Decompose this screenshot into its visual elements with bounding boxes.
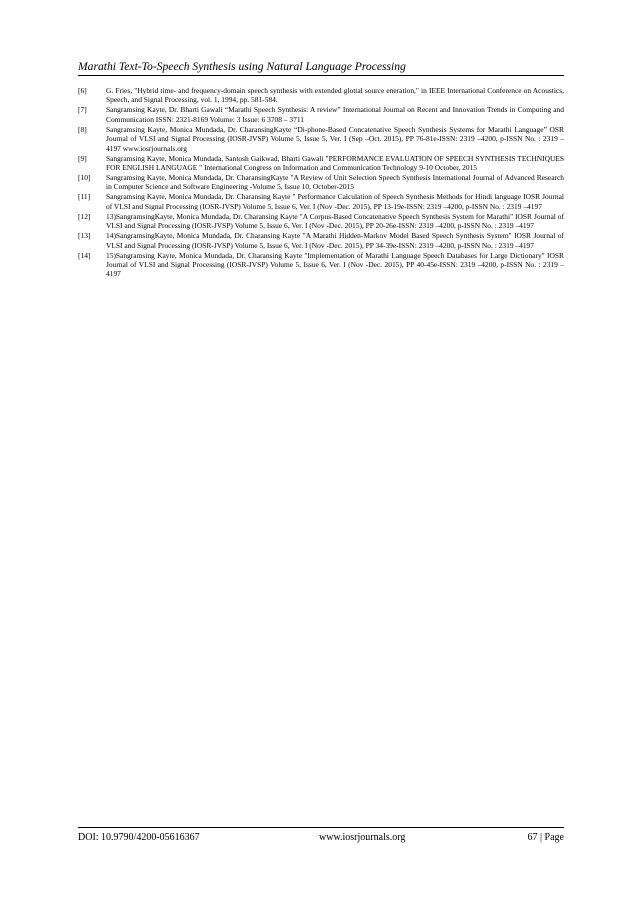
reference-text: Sangramsing Kayte, Monica Mundada, Santosh Gaikwad, Bharti Gawali "PERFORMANCE EVALUATION OF SPEECH SYNTHESIS TECHNIQUES FOR ENGLISH LANGUAGE " International Congress on Information and Communication Technology 9-10 October, 2015 <box>106 153 564 173</box>
reference-text: Sangramsing Kayte, Monica Mundada, Dr. Charansing Kayte " Performance Calculation of Speech Synthesis Methods for Hindi language IOSR Journal of VLSI and Signal Processing (IOSR-JVSP) Volume 5, Issue 6, Ver. I (Nov -Dec. 2015), PP 13-19e-ISSN: 2319 –4200, p-ISSN No. : 2319 –4197 <box>106 192 564 211</box>
reference-label: [11] <box>78 192 91 202</box>
reference-text: 14)SangramsingKayte, Monica Mundada, Dr. Charansing Kayte "A Marathi Hidden-Markov Model Based Speech Synthesis System" IOSR Journal of VLSI and Signal Processing (IOSR-JVSP) Volume 5, Issue 6, Ver. I (Nov -Dec. 2015), PP 34-39e-ISSN: 2319 –4200, p-ISSN No. : 2319 –4197 <box>106 231 564 250</box>
reference-text: 13)SangramsingKayte, Monica Mundada, Dr. Charansing Kayte "A Corpus-Based Concatenative Speech Synthesis System for Marathi" IOSR Journal of VLSI and Signal Processing (IOSR-JVSP) Volume 5, Issue 6, Ver. I (Nov -Dec. 2015), PP 20-26e-ISSN: 2319 –4200, p-ISSN No. : 2319 –4197 <box>106 211 564 231</box>
page-footer <box>78 827 564 845</box>
reference-label: [14] <box>78 250 91 260</box>
footer-journal-url: www.iosrjournals.org <box>319 832 406 843</box>
reference-item <box>78 154 564 173</box>
reference-label: [6] <box>78 86 87 95</box>
reference-text: G. Fries, "Hybrid time- and frequency-domain speech synthesis with extended glottal source eneration," in IEEE International Conference on Acoustics, Speech, and Signal Processing, vol. 1, 1994, pp. 581-584. <box>106 86 564 105</box>
reference-text: Sangramsing Kayte, Monica Mundada, Dr. CharansingKayte “Di-phone-Based Concatenative Speech Synthesis Systems for Marathi Language” OSR Journal of VLSI and Signal Processing (IOSR-JVSP) Volume 5, Issue 5, Ver. I (Sep –Oct. 2015), PP 76-81e-ISSN: 2319 –4200, p-ISSN No. : 2319 –4197 www.iosrjournals.org <box>106 124 564 153</box>
reference-item <box>78 231 564 250</box>
reference-label: [7] <box>78 105 87 115</box>
reference-text: 15)Sangramsing Kayte, Monica Mundada, Dr. Charansing Kayte "Implementation of Marathi Language Speech Databases for Large Dictionary" IOSR Journal of VLSI and Signal Processing (IOSR-JVSP) Volume 5, Issue 6, Ver. I (Nov -Dec. 2015), PP 40-45e-ISSN: 2319 –4200, p-ISSN No. : 2319 –4197 <box>106 250 564 279</box>
reference-label: [9] <box>78 153 87 163</box>
footer-row <box>78 831 564 845</box>
reference-item <box>78 251 564 279</box>
footer-doi: DOI: 10.9790/4200-05616367 <box>78 832 200 843</box>
footer-rule <box>78 827 564 828</box>
reference-item <box>78 173 564 192</box>
header-rule <box>78 75 564 76</box>
reference-item <box>78 125 564 153</box>
running-header-title: Marathi Text-To-Speech Synthesis using Natural Language Processing <box>78 60 406 73</box>
reference-text: Sangramsing Kayte, Monica Mundada, Dr. CharansingKayte "A Review of Unit Selection Speech Synthesis International Journal of Advanced Research in Computer Science and Software Engineering -Volume 5, Issue 10, October-2015 <box>106 173 564 192</box>
footer-page-number: 67 | Page <box>527 832 564 843</box>
reference-text: Sangramsing Kayte, Dr. Bharti Gawali “Marathi Speech Synthesis: A review” International Journal on Recent and Innovation Trends in Computing and Communication ISSN: 2321-8169 Volume: 3 Issue: 6 3708 – 3711 <box>106 105 564 124</box>
reference-item <box>78 105 564 124</box>
reference-label: [12] <box>78 211 91 221</box>
running-header <box>78 60 564 76</box>
reference-item <box>78 192 564 211</box>
reference-label: [13] <box>78 231 91 241</box>
reference-label: [8] <box>78 124 87 134</box>
reference-label: [10] <box>78 173 91 183</box>
reference-list <box>78 86 564 279</box>
reference-item <box>78 212 564 231</box>
reference-item <box>78 86 564 105</box>
